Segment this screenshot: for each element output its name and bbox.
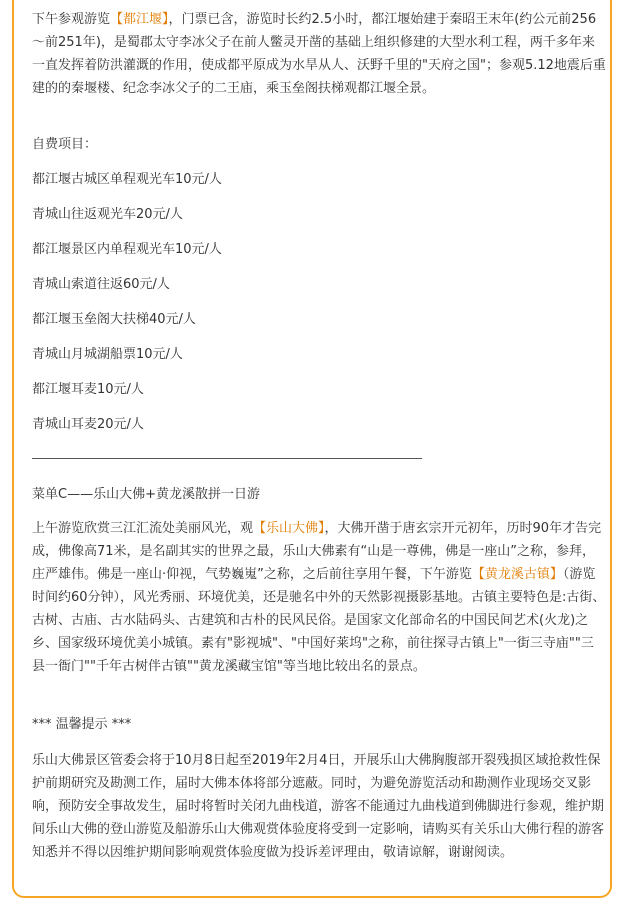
self-pay-item: 青城山月城湖船票10元/人 [32,347,183,362]
self-pay-item: 都江堰景区内单程观光车10元/人 [32,242,222,257]
self-pay-item: 青城山耳麦20元/人 [32,417,144,432]
self-pay-item: 都江堰玉垒阁大扶梯40元/人 [32,312,196,327]
self-pay-item: 都江堰古城区单程观光车10元/人 [32,172,222,187]
tip-title: *** 温馨提示 *** [32,717,132,732]
dujiangyan-highlight: 【都江堰】 [110,12,169,27]
intro-paragraph: 下午参观游览【都江堰】，门票已含，游览时长约2.5小时，都江堰始建于秦昭王末年(约公元前256～前251年)，是蜀郡太守李冰父子在前人鳖灵开凿的基础上组织修建的大型水利工程，两千多年来一直发挥着防洪灌溉的作用，使成都平原成为水旱从人、沃野千里的"天府之国"；参观5.12地震后重建的的秦堰楼、纪念李冰父子的二王庙，乘玉垒阁扶梯观都江堰全景。 [32,12,606,96]
section-divider [32,458,422,459]
huanglongxi-highlight: 【黄龙溪古镇】 [471,567,563,582]
self-pay-item: 都江堰耳麦10元/人 [32,382,144,397]
self-pay-item: 青城山往返观光车20元/人 [32,207,183,222]
self-pay-item: 青城山索道往返60元/人 [32,277,170,292]
menu-c-title: 菜单C——乐山大佛+黄龙溪散拼一日游 [32,487,260,502]
tip-paragraph: 乐山大佛景区管委会将于10月8日起至2019年2月4日，开展乐山大佛胸腹部开裂残损区域抢救性保护前期研究及勘测工作，届时大佛本体将部分遮蔽。同时，为避免游览活动和勘测作业现场交叉影响，预防安全事故发生，届时将暂时关闭九曲栈道，游客不能通过九曲栈道到佛脚进行参观，维护期间乐山大佛的登山游览及船游乐山大佛观赏体验度将受到一定影响，请购买有关乐山大佛行程的游客知悉并不得以因维护期间影响观赏体验度做为投诉差评理由，敬请谅解，谢谢阅读。 [32,753,605,860]
menu-c-paragraph: 上午游览欣赏三江汇流处美丽风光，观【乐山大佛】，大佛开凿于唐玄宗开元初年，历时90年才告完成，佛像高71米，是名副其实的世界之最，乐山大佛素有“山是一尊佛，佛是一座山”之称，参拜，庄严雄伟。佛是一座山·仰视，气势巍嵬”之称，之后前往享用午餐，下午游览【黄龙溪古镇】（游览时间约60分钟），风光秀丽、环境优美，还是驰名中外的天然影视摄影基地。古镇主要特色是:古街、古树、古庙、古水陆码头、古建筑和古朴的民风民俗。是国家文化部命名的中国民间艺术(火龙)之乡、国家级环境优美小城镇。素有"影视城"、"中国好莱坞"之称，前往探寻古镇上"一街三寺庙""三县一衙门""千年古树伴古镇""黄龙溪藏宝馆"等当地比较出名的景点。 [32,521,606,674]
self-pay-title: 自费项目： [32,137,98,152]
leshan-buddha-highlight: 【乐山大佛】 [253,521,325,536]
